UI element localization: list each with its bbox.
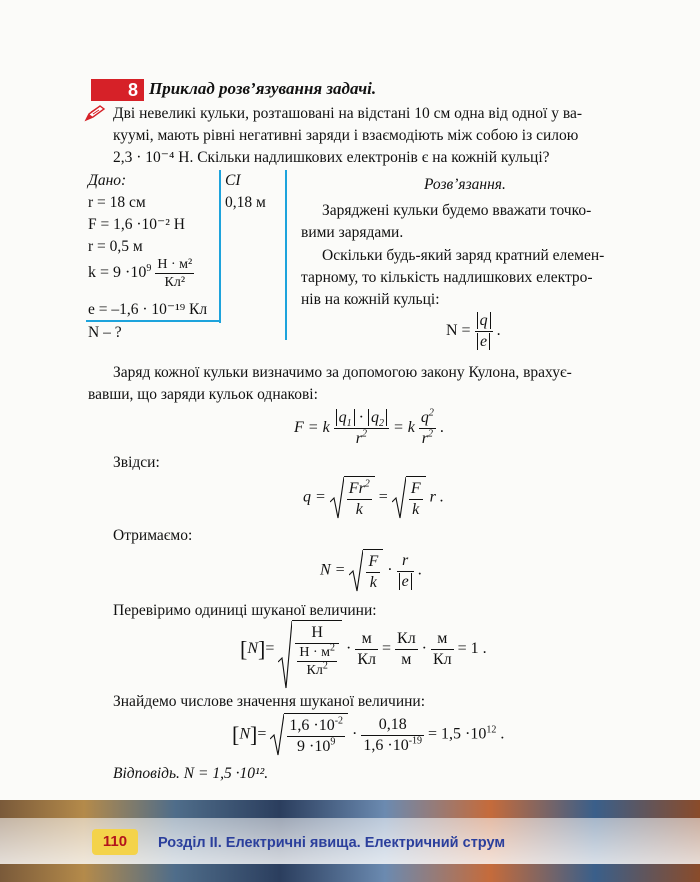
f6-den1: 9 ·10 (297, 738, 331, 755)
given-k (88, 256, 194, 291)
f6-exp1: -2 (334, 715, 344, 727)
f6-exp3: -19 (408, 735, 423, 747)
f1-num: q (477, 312, 491, 329)
k-exp: 9 (146, 262, 152, 274)
f5-den4: Кл (433, 651, 452, 668)
f5-den2: Кл (357, 651, 376, 668)
page-number: 110 (92, 829, 138, 855)
body-p7: Знайдемо числове значення шуканої величини: (113, 693, 426, 710)
f3-tail: r . (429, 488, 444, 506)
f5-num3: Кл (395, 629, 418, 650)
f6-den2: 1,6 ·10 (363, 736, 409, 754)
given-electron-charge: e = –1,6 · 10⁻¹⁹ Кл (88, 301, 208, 318)
find-quantity: N – ? (88, 324, 122, 341)
f6-lhs: N (239, 725, 250, 743)
f2-r: r (355, 430, 362, 447)
section-number-badge: 8 (91, 79, 144, 101)
f2-s2: 2 (379, 418, 384, 430)
f2-lhs: F = k (294, 419, 330, 437)
f5-mul1: · (346, 640, 352, 658)
problem-statement (113, 103, 635, 147)
k-prefix: k = 9 ·10 (88, 264, 147, 282)
f2-end: . (439, 419, 444, 437)
f4-num2: r (397, 551, 414, 572)
solution-p1-line: вими зарядами. (301, 224, 404, 241)
f6-num1: 1,6 ·10 (289, 717, 335, 734)
f1-den: e (477, 333, 490, 350)
f5-num-inner: Н · м (299, 645, 330, 660)
problem-line (113, 147, 550, 169)
answer-label: Відповідь. (113, 765, 180, 782)
f3-sqrt1: $\frac{Fr^2}{k}$ (330, 476, 375, 520)
formula-n-final (320, 549, 422, 593)
f3-lhs: q = (303, 488, 326, 506)
k-units (155, 256, 194, 291)
problem-line: Дві невеликі кульки, розташовані на відстані 10 см одна від одної у ва- (113, 105, 582, 122)
f6-exp2: 9 (330, 736, 336, 748)
f5-den-inner: Кл (306, 663, 323, 678)
f3-sqrt2 (392, 476, 426, 520)
k-units-num: Н · м² (157, 257, 193, 272)
f3-eq: = (378, 488, 388, 506)
f4-mul: · (387, 561, 393, 579)
f5-mul2: · (421, 640, 427, 658)
f3-den1: k (355, 501, 363, 518)
f4-den1: k (369, 574, 377, 591)
f2-fraction2: $\frac{q^2}{r^2}$ (420, 407, 434, 447)
f6-frac2 (361, 715, 424, 756)
f2-q1: q (338, 409, 347, 426)
f5-lhs: N (247, 640, 258, 658)
f6-num2: 0,18 (361, 715, 424, 736)
formula-coulomb (294, 408, 444, 449)
body-p6: Перевіримо одиниці шуканої величини: (113, 602, 377, 619)
formula-q (303, 476, 444, 520)
solution-p1-line: Заряджені кульки будемо вважати точко- (322, 202, 592, 219)
f4-den2: e (399, 573, 412, 590)
solution-p2-line: Оскільки будь-який заряд кратний елемен- (322, 247, 605, 264)
formula-units: [N]= $\frac{Н}{\frac{Н \cdot м^2}{Кл^2}}$ · $\frac{м}{Кл}$ = $\frac{Кл}{м}$ · $\frac{м}{Кл}$ = 1 . (240, 620, 487, 679)
f1-dot: . (496, 322, 501, 340)
f5-sqrt: $\frac{Н}{\frac{Н \cdot м^2}{Кл^2}}$ (278, 620, 342, 679)
f5-num-outer: Н (295, 623, 339, 644)
k-units-den: Кл² (164, 275, 186, 290)
f5-frac3 (395, 629, 418, 670)
given-force: F = 1,6 ·10⁻² Н (88, 216, 185, 233)
solution-header: Розв’язання. (424, 176, 506, 193)
f4-end: . (417, 561, 422, 579)
f5-result: = 1 . (457, 640, 487, 658)
f5-num4: м (431, 629, 454, 650)
body-p3-line: вавши, що заряди кульок однакові: (88, 386, 318, 403)
f4-lhs: N = (320, 561, 346, 579)
solution-p2-line: тарному, то кількість надлишкових електро- (301, 269, 593, 286)
si-header: CI (225, 172, 241, 189)
f2-q: q (420, 409, 429, 426)
f6-end: . (500, 725, 505, 743)
body-p3-line: Заряд кожної кульки визначимо за допомогою закону Кулона, врахує- (113, 364, 572, 381)
problem-line: куумі, мають рівні негативні заряди і взаємодіють між собою із силою (113, 127, 579, 144)
body-p4: Звідси: (113, 454, 160, 471)
f2-s1: 1 (346, 418, 352, 430)
f3-num2: F (409, 479, 423, 500)
f4-num1: F (366, 552, 380, 573)
f2-fraction1: $\frac{q_1 \cdot q_2}{r^2}$ (334, 408, 389, 449)
f6-sqrt (270, 713, 348, 757)
f2-q2: q (371, 409, 379, 426)
f6-exp4: 12 (486, 724, 497, 736)
given-header: Дано: (88, 172, 127, 189)
formula-n-q-e (446, 311, 501, 352)
problem-line-text: 2,3 · 10⁻⁴ Н. Скільки надлишкових електронів є на кожній кульці? (113, 149, 550, 166)
f1-fraction (475, 311, 493, 352)
given-r1: r = 18 см (88, 194, 146, 211)
f1-lhs: N = (446, 322, 471, 340)
answer-value: N = 1,5 ·10¹². (183, 765, 269, 782)
given-solution-divider (285, 170, 287, 340)
f4-frac (397, 551, 414, 592)
f5-eq: = (381, 640, 392, 658)
f3-num1: Fr (348, 480, 365, 497)
section-heading: Приклад розв’язування задачі. (149, 79, 377, 98)
f5-num2: м (355, 629, 378, 650)
given-r2: r = 0,5 м (88, 238, 143, 255)
f3-den2: k (412, 501, 420, 518)
pencil-icon (84, 104, 106, 122)
body-p5: Отримаємо: (113, 527, 193, 544)
formula-numeric: [N]= $\frac{1,6 \cdot 10^{-2}}{9 \cdot 10^9}$ · $\frac{0,18}{1,6 \cdot 10^{-19}}$ = $1,5 \cdot 10^{12}$ . (232, 713, 504, 757)
f5-den3: м (401, 651, 412, 668)
f2-r2: r (421, 430, 429, 447)
given-si-divider (219, 170, 221, 323)
f6-result: = 1,5 ·10 (428, 725, 487, 743)
given-r1-si: 0,18 м (225, 194, 266, 211)
f5-frac4 (431, 629, 454, 670)
f2-eq: = k (393, 419, 415, 437)
f4-sqrt (349, 549, 383, 593)
solution-p2-line: нів на кожній кульці: (301, 291, 440, 308)
answer (113, 763, 268, 785)
chapter-title: Розділ ІІ. Електричні явища. Електричний струм (158, 835, 506, 851)
f5-frac2 (355, 629, 378, 670)
